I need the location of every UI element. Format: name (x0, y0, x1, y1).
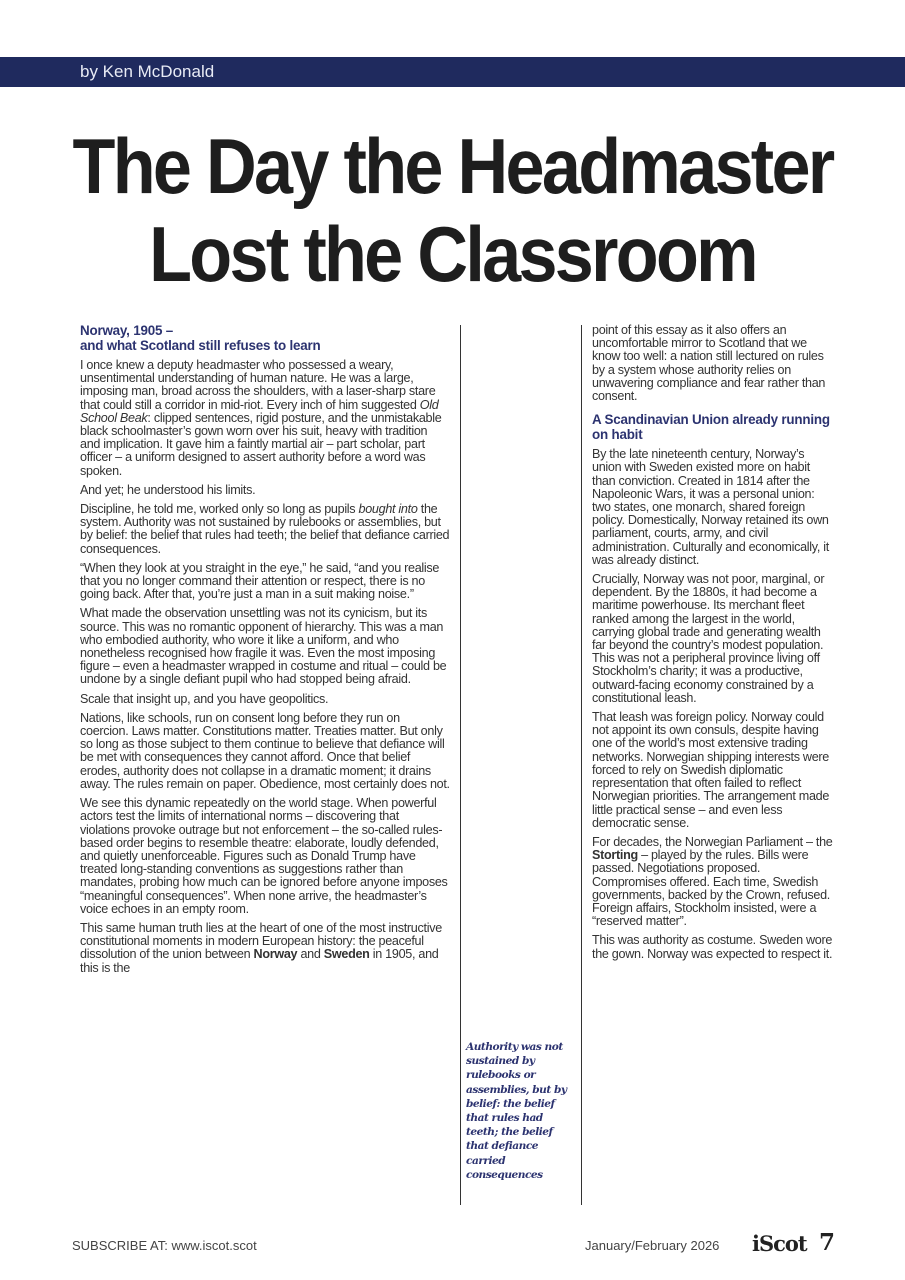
paragraph (592, 836, 836, 928)
paragraph (80, 503, 450, 556)
text: and (297, 947, 324, 962)
paragraph: Scale that insight up, and you have geopolitics. (80, 691, 329, 706)
paragraph: point of this essay as it also offers an uncomfortable mirror to Scotland that we know too well: a nation still lectured on rules by a system whose authority relies on unwavering compliance and fear rather than consent. (592, 323, 826, 404)
paragraph (80, 922, 450, 975)
bold-text: Storting (592, 848, 638, 863)
paragraph: We see this dynamic repeatedly on the world stage. When powerful actors test the limits of international norms – discovering that violations provoke outrage but not enforcement – the so-called rules-based order begins to resemble theatre: elaborate, loudly defended, and quietly unenforceable. Figures such as Donald Trump have treated long-standing conventions as suggestions rather than mandates, probing how much can be ignored before anyone imposes “meaningful consequences”. When none arrive, the headmaster’s voice echoes in an empty room. (80, 796, 448, 916)
article-title (45, 122, 860, 298)
issue-date: January/February 2026 (585, 1238, 720, 1253)
column-divider (460, 325, 461, 1205)
paragraph: By the late nineteenth century, Norway’s union with Sweden existed more on habit than conviction. Created in 1814 after the Napoleonic Wars, it was a personal union: two states, one monarch, shared foreign policy. Domestically, Norway retained its own parliament, courts, army, and civil administration. Culturally and economically, it was already distinct. (592, 447, 829, 567)
italic-text: bought into (358, 502, 418, 517)
text: – played by the rules. Bills were passed. Negotiations proposed. Compromises offered. Each time, Swedish governments, backed by the Crown, refused. Foreign affairs, Stockholm insisted, were a “reserved matter”. (592, 848, 831, 929)
text: the system. Authority was not sustained by rulebooks or assemblies, but by belief: the belief that rules had teeth; the belief that defiance carried consequences. (80, 502, 450, 556)
paragraph: And yet; he understood his limits. (80, 482, 256, 497)
text: Discipline, he told me, worked only so long as pupils (80, 502, 359, 517)
byline-bar (0, 57, 905, 87)
paragraph: Crucially, Norway was not poor, marginal, or dependent. By the 1880s, it had become a maritime powerhouse. Its merchant fleet ranked among the largest in the world, carrying global trade and generating wealth far beyond the country’s modest population. This was not a peripheral province living off Stockholm’s charity; it was a productive, outward-facing economy constrained by a constitutional leash. (592, 572, 825, 705)
byline: by Ken McDonald (80, 62, 215, 81)
page-number: 7 (819, 1229, 836, 1256)
bold-text: Norway (253, 947, 298, 962)
left-column (80, 324, 450, 981)
column-divider (581, 325, 582, 1205)
pull-quote: Authority was not sustained by rulebooks or assemblies, but by belief: the belief that rules had teeth; the belief that defiance carried consequences (466, 1041, 567, 1181)
subscribe-link[interactable]: SUBSCRIBE AT: www.iscot.scot (72, 1238, 257, 1253)
paragraph: That leash was foreign policy. Norway could not appoint its own consuls, despite having one of the world’s most extensive trading networks. Norwegian shipping interests were forced to rely on Swedish diplomatic representation that often failed to reflect Norwegian priorities. The arrangement made little practical sense – and even less democratic sense. (592, 710, 830, 830)
text: For decades, the Norwegian Parliament – the (592, 834, 833, 849)
section-heading: A Scandinavian Union already running on habit (592, 412, 830, 442)
title-line-2: Lost the Classroom (149, 210, 756, 298)
paragraph: “When they look at you straight in the eye,” he said, “and you realise that you no longer command their attention or respect, there is no going back. After that, you’re just a man in a suit making noise.” (80, 560, 440, 602)
heading-line: and what Scotland still refuses to learn (80, 337, 321, 353)
right-column (592, 324, 836, 967)
paragraph: This was authority as costume. Sweden wore the gown. Norway was expected to respect it. (592, 933, 833, 961)
iscot-logo: iScot (752, 1231, 807, 1256)
section-heading (80, 324, 450, 353)
text: This same human truth lies at the heart of one of the most instructive constitutional moments in modern European history: the peaceful dissolution of the union between (80, 920, 442, 962)
text: in 1905, and this is the (80, 947, 439, 975)
text: I once knew a deputy headmaster who possessed a weary, unsentimental understanding of human nature. He was a large, imposing man, broad across the shoulders, with a laser-sharp stare that could still a corridor in mid-riot. Every inch of him suggested (80, 358, 436, 412)
paragraph: Nations, like schools, run on consent long before they run on coercion. Laws matter. Constitutions matter. Treaties matter. But only so long as those subject to them continue to believe that defiance will be met with consequences they cannot afford. Once that belief erodes, authority does not collapse in a dramatic moment; it drains away. The rules remain on paper. Obedience, most certainly does not. (80, 710, 450, 791)
paragraph: What made the observation unsettling was not its cynicism, but its source. This was no romantic opponent of hierarchy. This was a man who embodied authority, who wore it like a uniform, and who nonetheless recognised how fragile it was. Even the most imposing figure – even a headmaster wrapped in costume and ritual – could be undone by a single defiant pupil who had stopped being afraid. (80, 606, 447, 687)
paragraph (80, 359, 450, 478)
title-line-1: The Day the Headmaster (72, 122, 833, 210)
text: : clipped sentences, rigid posture, and the unmistakable black schoolmaster’s gown worn over his suit, heavy with tradition and implication. It gave him a faintly martial air – part scholar, part officer – a uniform designed to assert authority before a word was spoken. (80, 410, 442, 478)
italic-text: Old School Beak (80, 397, 439, 425)
bold-text: Sweden (323, 947, 370, 962)
heading-line: Norway, 1905 – (80, 323, 173, 338)
